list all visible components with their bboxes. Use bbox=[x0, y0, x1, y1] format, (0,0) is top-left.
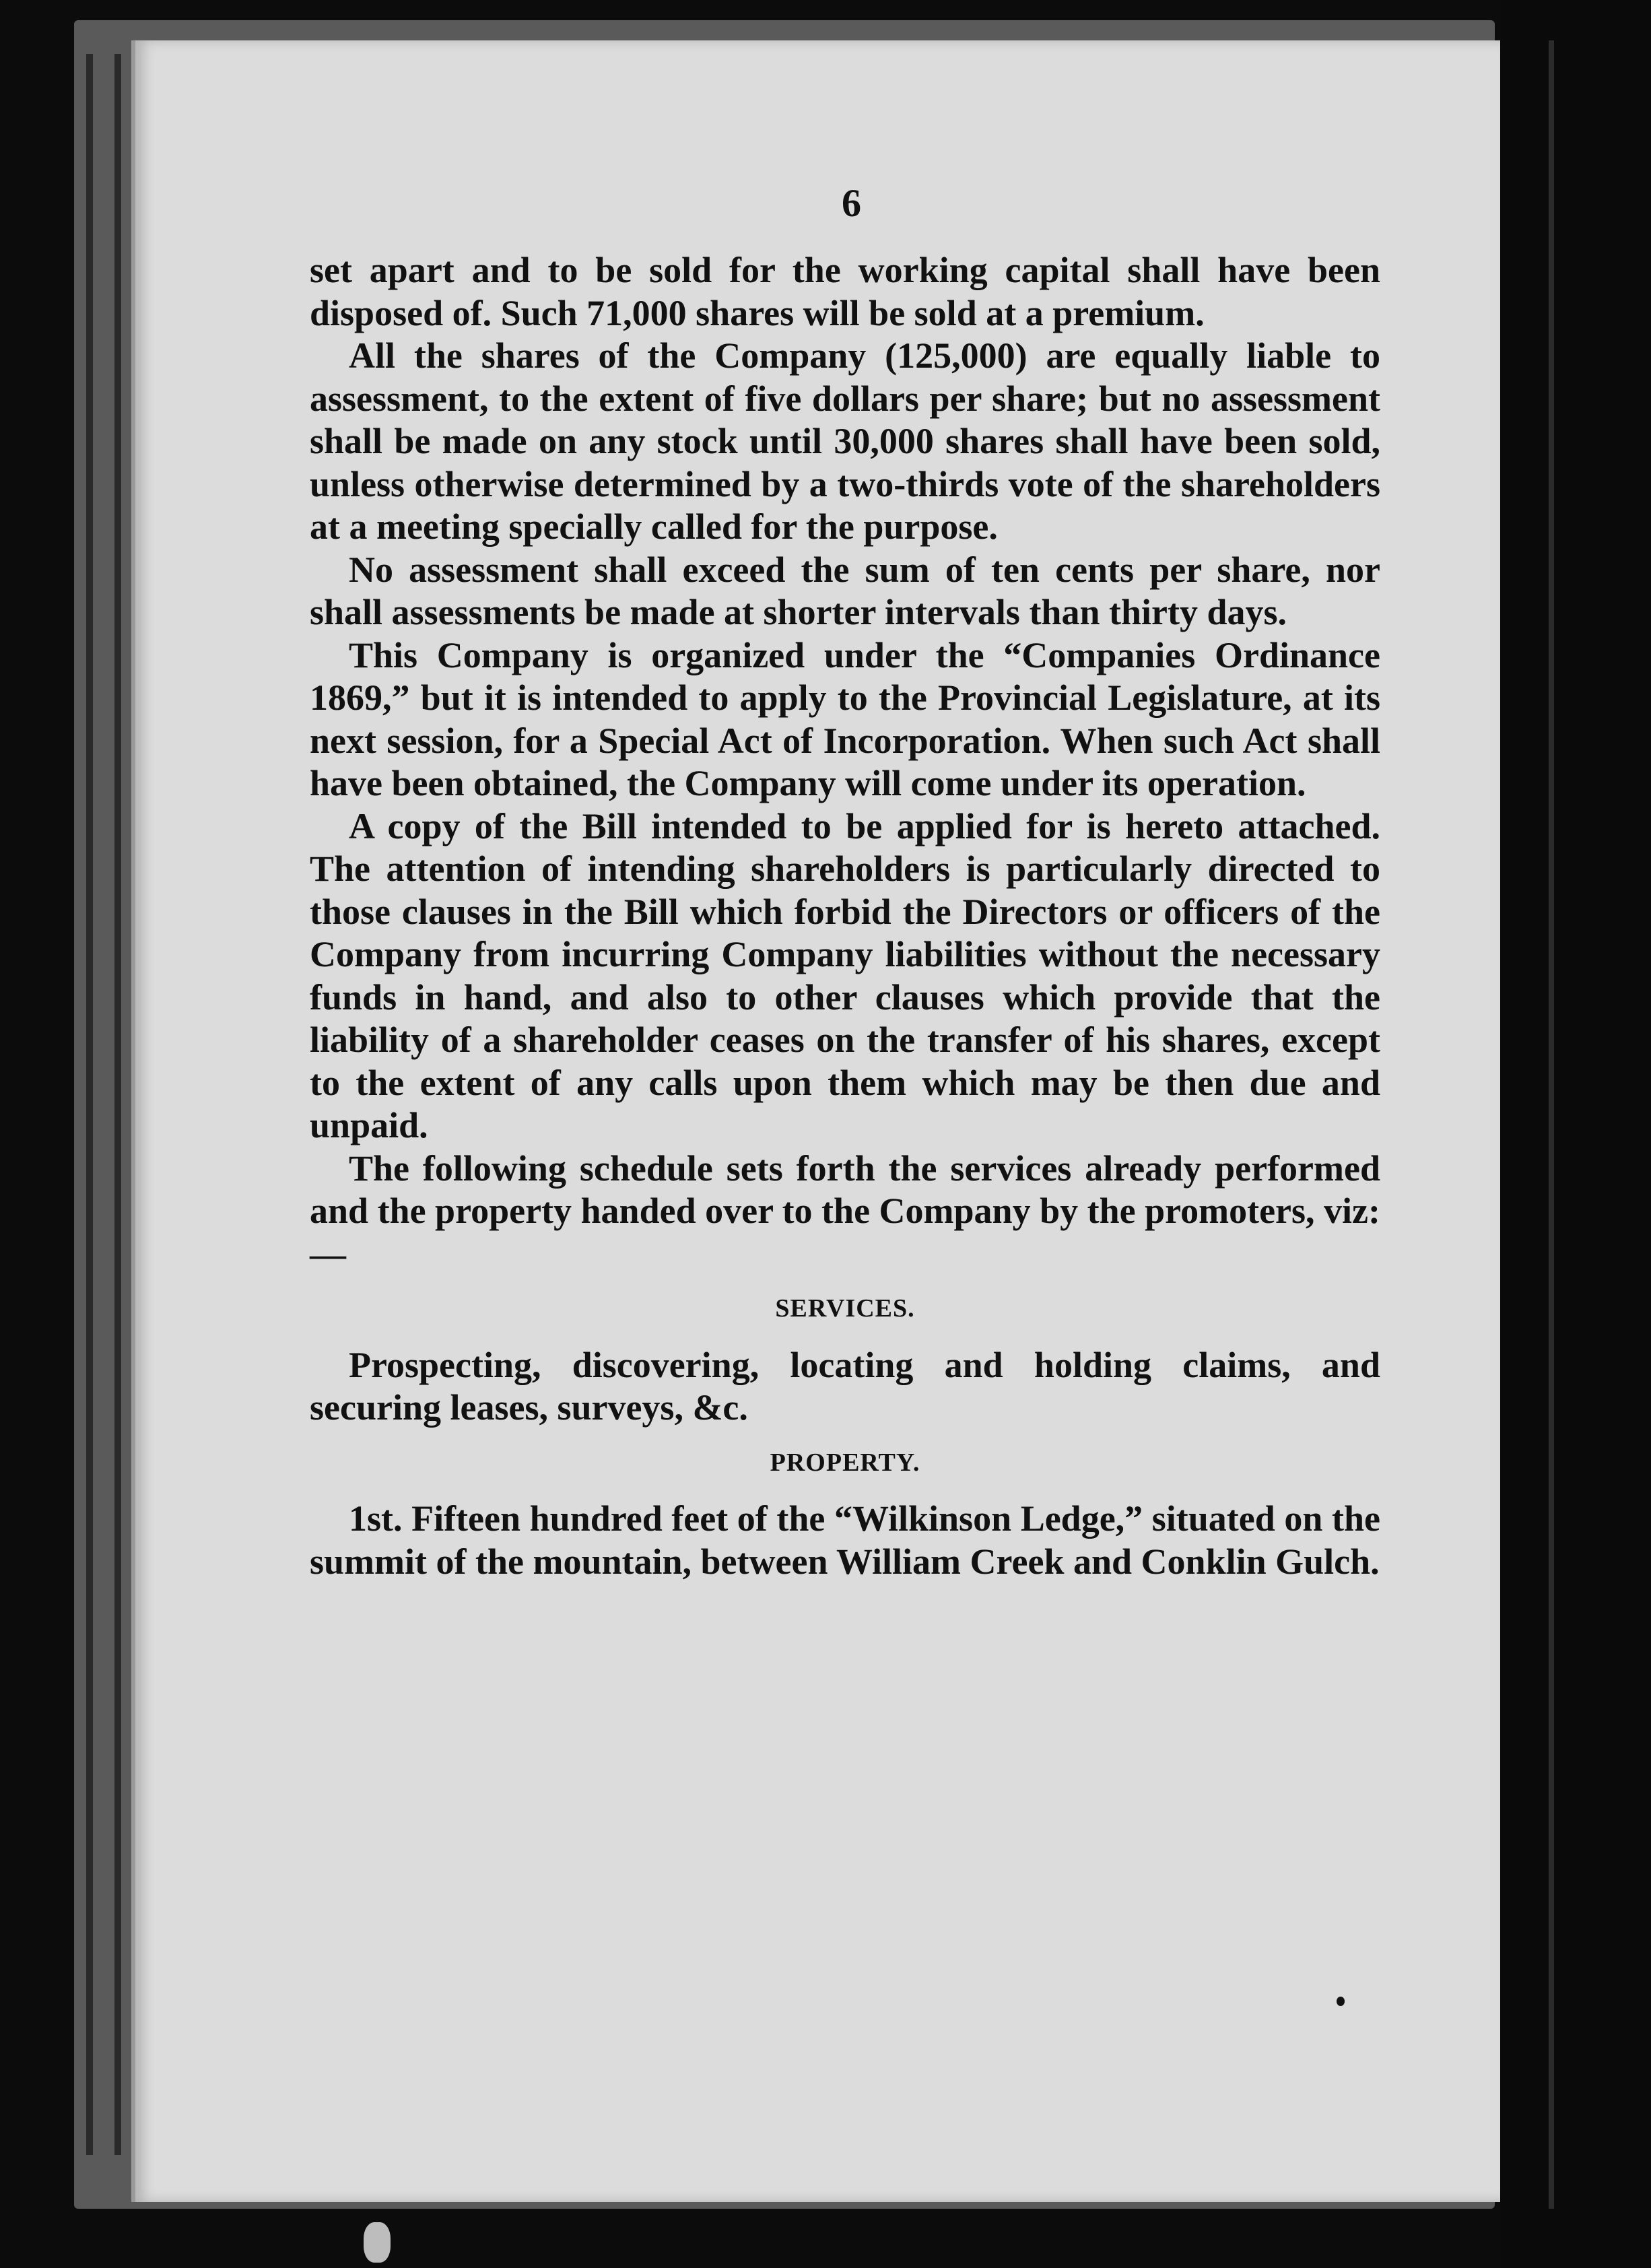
page-body bbox=[310, 249, 1380, 1583]
services-paragraph: Prospecting, discovering, locating and holding claims, and securing leases, surveys, &c. bbox=[310, 1344, 1380, 1428]
paragraph: All the shares of the Company (125,000) are equally liable to assessment, to the extent of five dollars per share; but no assessment shall be made on any stock until 30,000 shares shall have been sold, unless otherwise determined by a two-thirds vote of the shareholders at a meeting specially called for the purpose. bbox=[310, 335, 1380, 547]
ink-dot bbox=[1337, 1997, 1345, 2006]
property-paragraph: 1st. Fifteen hundred feet of the “Wilkinson Ledge,” situated on the summit of the mountain, between William Creek and Conklin Gulch. bbox=[310, 1498, 1380, 1582]
facing-page-rule bbox=[1549, 40, 1554, 2209]
page-edge bbox=[86, 54, 93, 2155]
paragraph: The following schedule sets forth the services already performed and the property handed over to the Company by the promoters, viz:— bbox=[310, 1147, 1380, 1274]
paragraph: set apart and to be sold for the working capital shall have been disposed of. Such 71,000 shares will be sold at a premium. bbox=[310, 250, 1380, 333]
facing-page-edge bbox=[1500, 0, 1651, 2268]
scan-mark bbox=[364, 2222, 391, 2263]
page-number: 6 bbox=[842, 181, 861, 225]
paragraph: This Company is organized under the “Companies Ordinance 1869,” but it is intended to apply to the Provincial Legislature, at its next session, for a Special Act of Incorporation. When such Act shall have been obtained, the Company will come under its operation. bbox=[310, 634, 1380, 803]
paragraph: A copy of the Bill intended to be applied for is hereto attached. The attention of intending shareholders is particularly directed to those clauses in the Bill which forbid the Directors or officers of the Company from incurring Company liabilities without the necessary funds in hand, and also to other clauses which provide that the liability of a shareholder ceases on the transfer of his shares, except to the extent of any calls upon them which may be then due and unpaid. bbox=[310, 805, 1380, 1145]
paragraph: No assessment shall exceed the sum of ten cents per share, nor shall assessments be made at shorter intervals than thirty days. bbox=[310, 549, 1380, 632]
property-heading: PROPERTY. bbox=[770, 1448, 920, 1477]
services-heading: SERVICES. bbox=[775, 1294, 915, 1323]
page-edge bbox=[114, 54, 121, 2155]
